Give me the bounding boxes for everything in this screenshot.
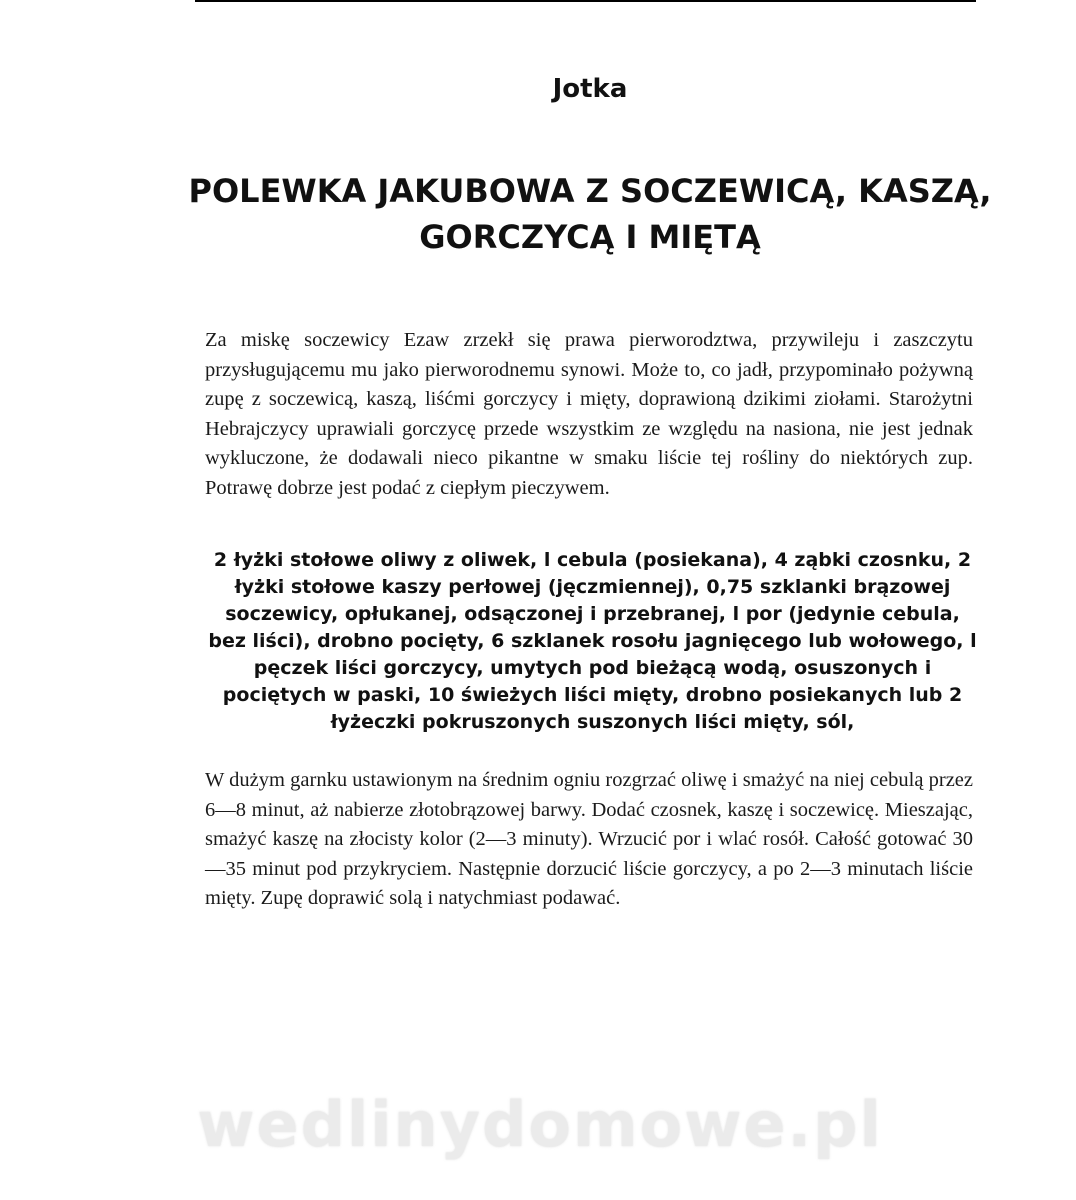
top-rule [195,0,976,2]
recipe-title: POLEWKA JAKUBOWA Z SOCZEWICĄ, KASZĄ, GORCZYCĄ I MIĘTĄ [188,172,992,256]
watermark: wedlinydomowe.pl [197,1088,883,1161]
ingredients-list: 2 łyżki stołowe oliwy z oliwek, l cebula (posiekana), 4 ząbki czosnku, 2 łyżki stołowe kaszy perłowej (jęczmiennej), 0,75 szklanki brązowej soczewicy, opłukanej, odsączonej i przebranej, l por (jedynie cebula, bez liści), drobno pocięty, 6 szklanek rosołu jagnięcego lub wołowego, l pęczek liści gorczycy, umytych pod bieżącą wodą, osuszonych i pociętych w paski, 10 świeżych liści mięty, drobno posiekanych lub 2 łyżeczki pokruszonych suszonych liści mięty, sól, [208,549,977,733]
intro-paragraph: Za miskę soczewicy Ezaw zrzekł się prawa pierworodztwa, przywileju i zaszczytu przysługującemu mu jako pierworodnemu synowi. Może to, co jadł, przypominało pożywną zupę z soczewicą, kaszą, liśćmi gorczycy i mięty, doprawioną dzikimi ziołami. Starożytni Hebrajczycy uprawiali gorczycę przede wszystkim ze względu na nasiona, nie jest jednak wykluczone, że dodawali nieco pikantne w smaku liście tej rośliny do niektórych zup. Potrawę dobrze jest podać z ciepłym pieczywem. [205,329,973,499]
author-name: Jotka [552,74,628,104]
method-paragraph: W dużym garnku ustawionym na średnim ogniu rozgrzać oliwę i smażyć na niej cebulą przez 6—8 minut, aż nabierze złotobrązowej barwy. Dodać czosnek, kaszę i soczewicę. Mieszając, smażyć kaszę na złocisty kolor (2—3 minuty). Wrzucić por i wlać rosół. Całość gotować 30—35 minut pod przykryciem. Następnie dorzucić liście gorczycy, a po 2—3 minutach liście mięty. Zupę doprawić solą i natychmiast podawać. [205,769,973,909]
